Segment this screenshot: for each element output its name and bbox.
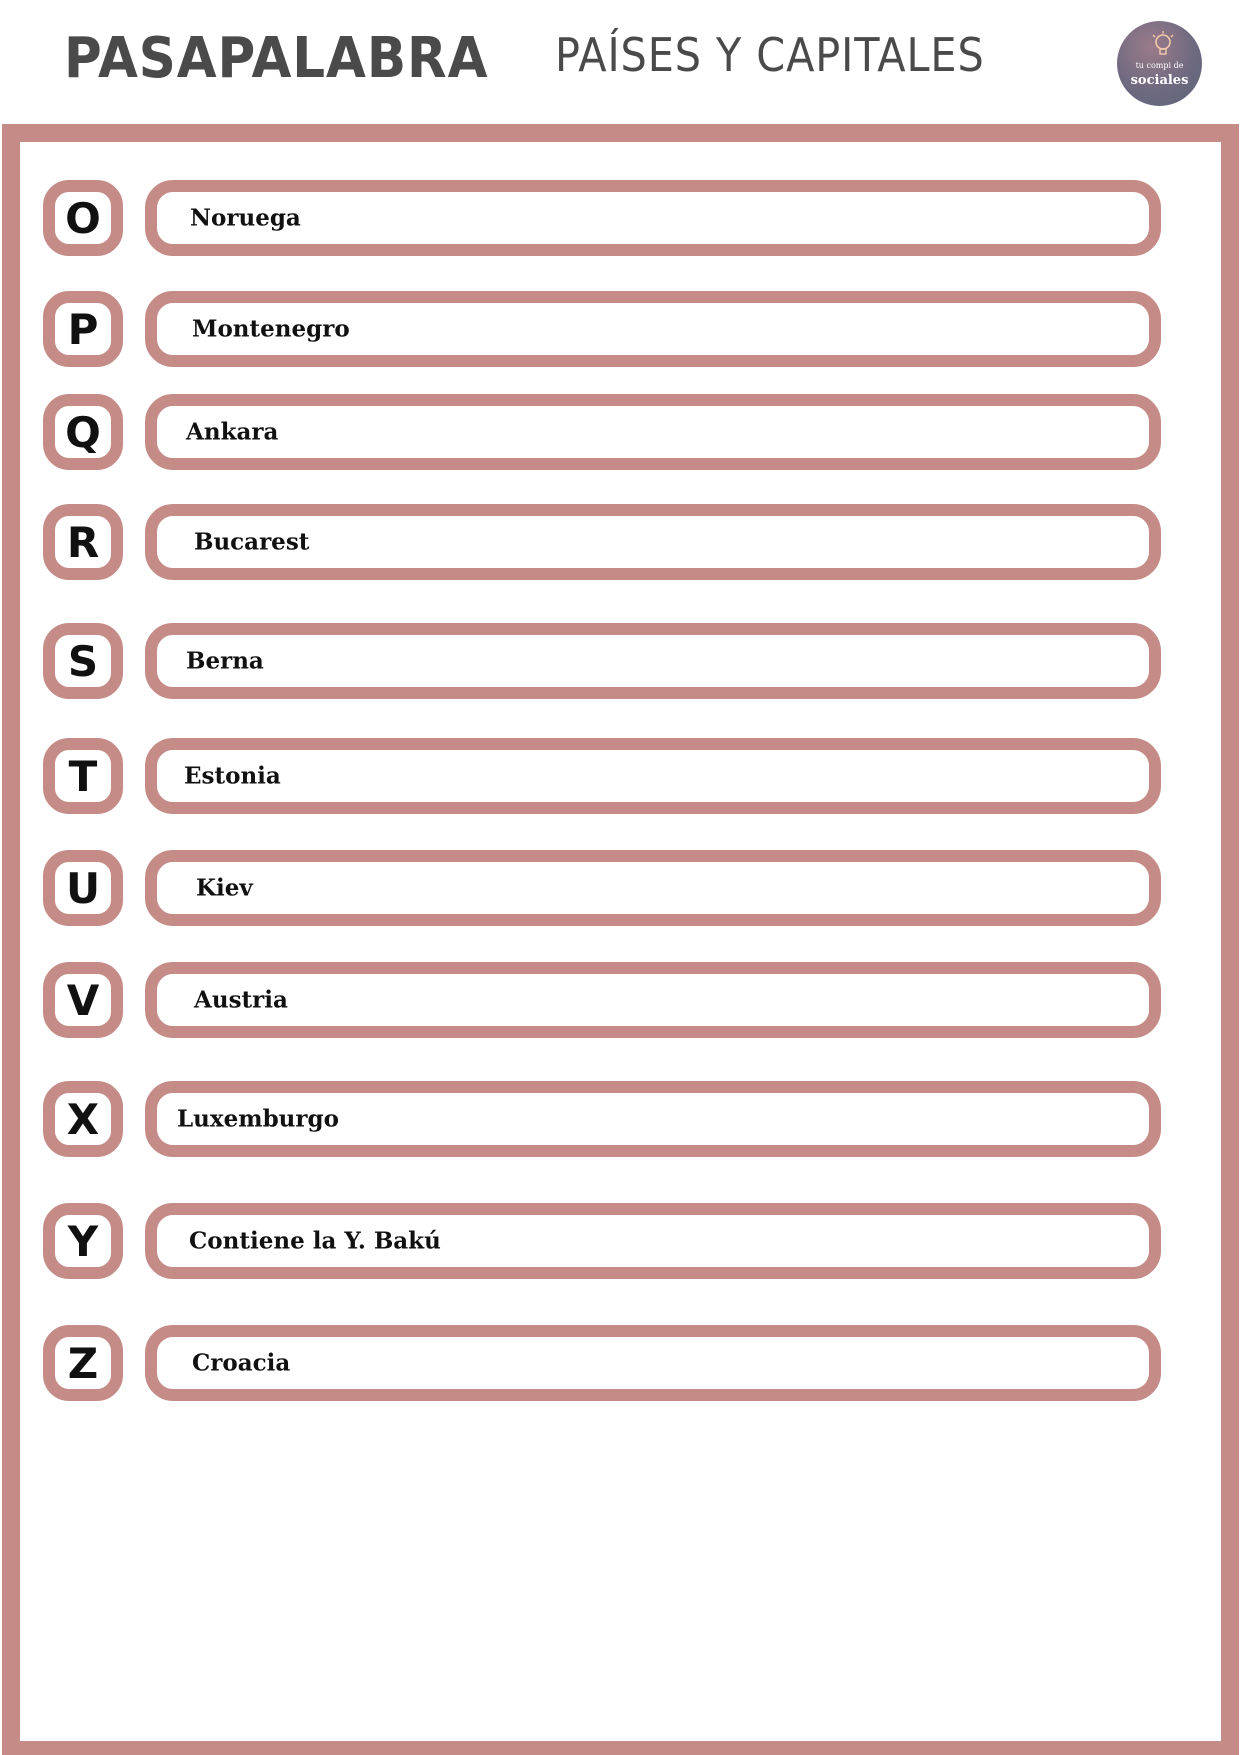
row-t [43, 738, 1161, 814]
row-v [43, 962, 1161, 1038]
answer-text: Austria [194, 986, 288, 1014]
row-s [43, 623, 1161, 699]
answer-text: Montenegro [192, 315, 350, 343]
answer-text: Berna [186, 647, 264, 675]
answer-text: Croacia [192, 1349, 291, 1377]
letter-box: S [43, 623, 123, 699]
answer-box[interactable] [145, 291, 1161, 367]
row-x [43, 1081, 1161, 1157]
letter-box: Z [43, 1325, 123, 1401]
row-o [43, 180, 1161, 256]
answer-box[interactable] [145, 1203, 1161, 1279]
letter-box: Q [43, 394, 123, 470]
letter-box: T [43, 738, 123, 814]
letter-box: R [43, 504, 123, 580]
letter-box: Y [43, 1203, 123, 1279]
row-u [43, 850, 1161, 926]
answer-box[interactable] [145, 180, 1161, 256]
row-r [43, 504, 1161, 580]
row-q [43, 394, 1161, 470]
row-y [43, 1203, 1161, 1279]
letter-box: O [43, 180, 123, 256]
answer-text: Bucarest [194, 528, 310, 556]
answer-text: Estonia [184, 762, 281, 790]
answer-box[interactable] [145, 738, 1161, 814]
lightbulb-icon [1150, 31, 1176, 61]
answer-box[interactable] [145, 1325, 1161, 1401]
answer-box[interactable] [145, 623, 1161, 699]
answer-box[interactable] [145, 1081, 1161, 1157]
logo-line-1: tu compi de [1135, 61, 1184, 70]
content-frame [2, 124, 1239, 1755]
brand-logo [1117, 21, 1202, 106]
page-subtitle: PAÍSES Y CAPITALES [555, 28, 985, 82]
page-header [0, 0, 1241, 124]
letter-box: P [43, 291, 123, 367]
answer-box[interactable] [145, 850, 1161, 926]
answer-text: Kiev [196, 874, 253, 902]
letter-box: V [43, 962, 123, 1038]
page-title: PASAPALABRA [64, 26, 489, 91]
row-p [43, 291, 1161, 367]
letter-box: U [43, 850, 123, 926]
answer-box[interactable] [145, 962, 1161, 1038]
answer-box[interactable] [145, 394, 1161, 470]
row-z [43, 1325, 1161, 1401]
answer-text: Noruega [190, 204, 301, 232]
answer-text: Ankara [186, 418, 279, 446]
letter-box: X [43, 1081, 123, 1157]
answer-text: Luxemburgo [177, 1105, 339, 1133]
answer-box[interactable] [145, 504, 1161, 580]
logo-line-2: sociales [1130, 73, 1189, 88]
answer-text: Contiene la Y. Bakú [189, 1227, 441, 1255]
